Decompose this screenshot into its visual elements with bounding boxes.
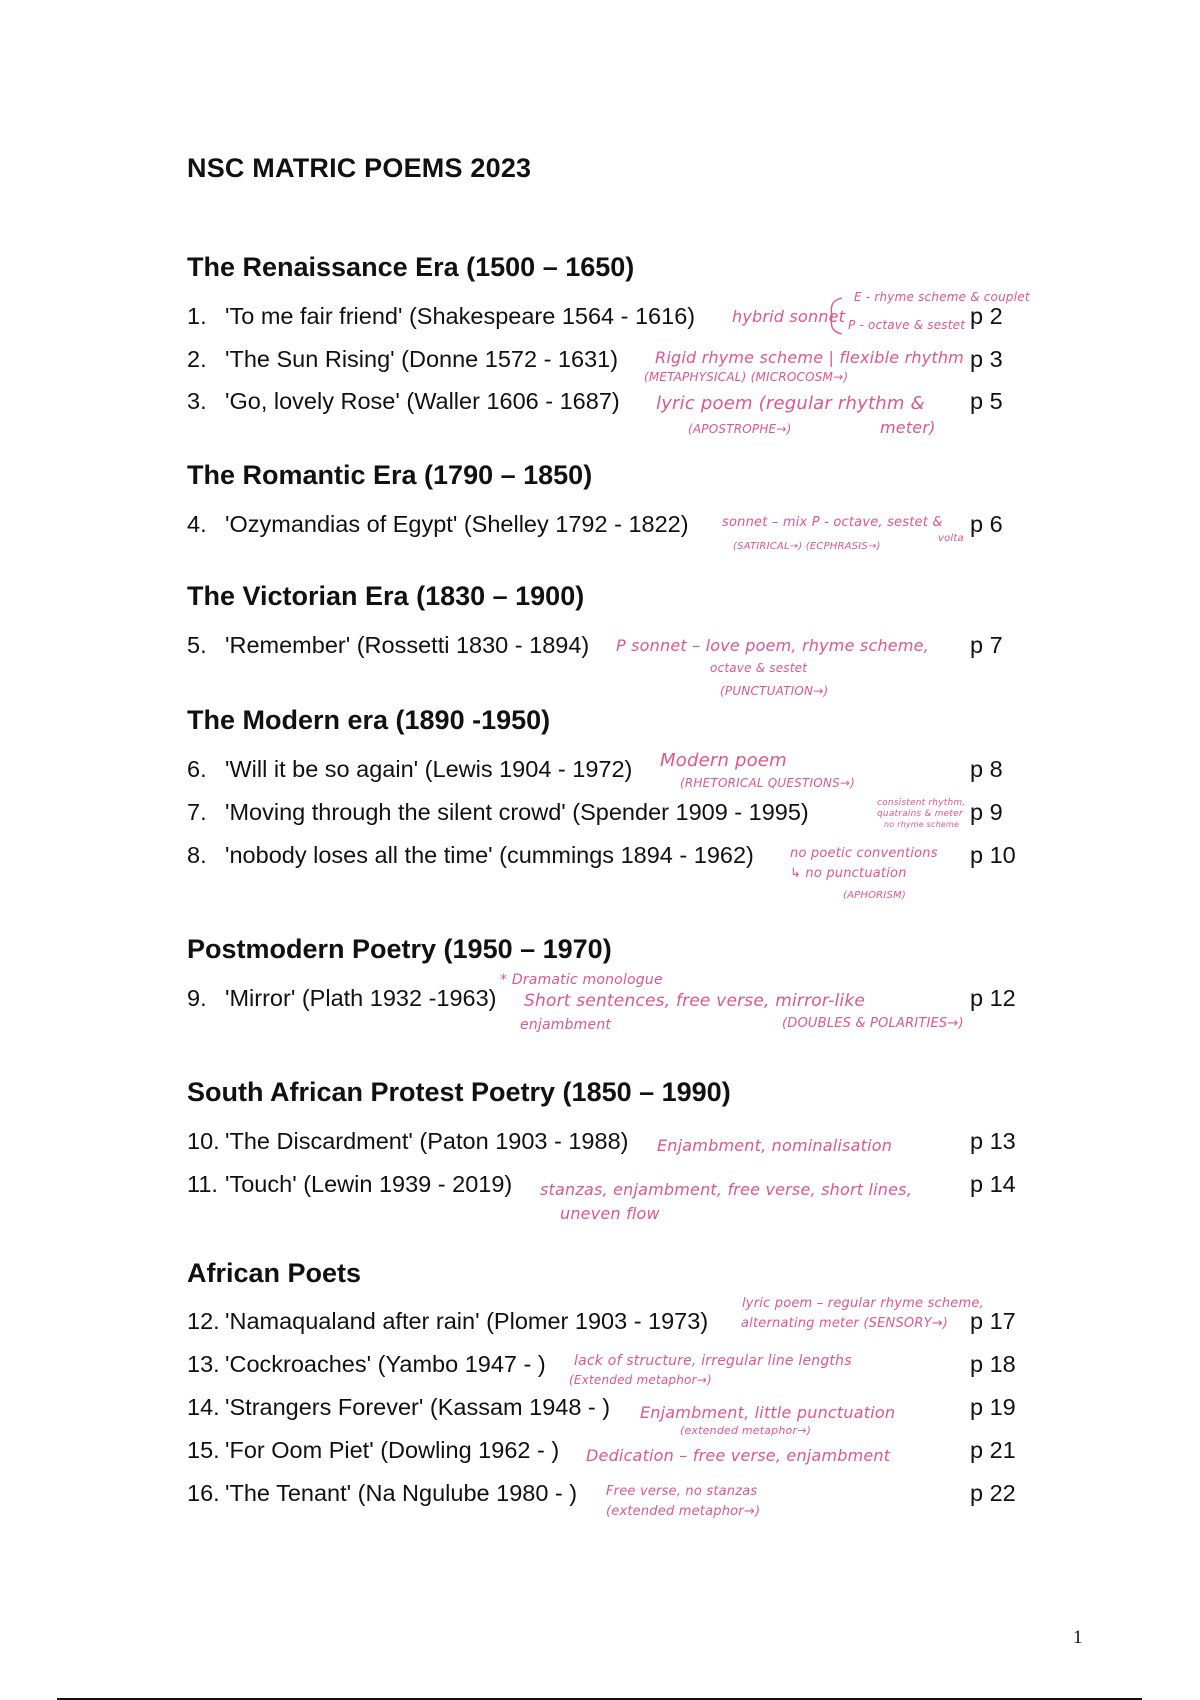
poem-page-ref: p 6 — [970, 511, 1003, 537]
poem-title: 'Go, lovely Rose' (Waller 1606 - 1687) — [225, 388, 620, 414]
annotation: (PUNCTUATION→) — [720, 684, 829, 698]
annotation: (extended metaphor→) — [680, 1424, 812, 1437]
poem-title: 'Namaqualand after rain' (Plomer 1903 - 1973) — [225, 1308, 709, 1334]
annotation: Short sentences, free verse, mirror-like — [524, 991, 866, 1011]
poem-number: 16. — [187, 1480, 220, 1506]
annotation: alternating meter (SENSORY→) — [741, 1316, 949, 1331]
annotation: ↳ no punctuation — [790, 866, 907, 881]
era-heading-romantic: The Romantic Era (1790 – 1850) — [187, 460, 593, 490]
poem-entry — [187, 842, 754, 869]
annotation: octave & sestet — [710, 661, 808, 675]
annotation: P sonnet – love poem, rhyme scheme, — [616, 636, 929, 655]
annotation: (RHETORICAL QUESTIONS→) — [680, 776, 856, 790]
annotation: quatrains & meter — [877, 809, 963, 819]
annotation: no rhyme scheme — [884, 820, 960, 829]
poem-number: 9. — [187, 985, 207, 1011]
poem-entry — [187, 388, 620, 415]
document-title: NSC MATRIC POEMS 2023 — [187, 153, 532, 183]
poem-title: 'Strangers Forever' (Kassam 1948 - ) — [225, 1394, 611, 1420]
annotation: Free verse, no stanzas — [606, 1484, 758, 1499]
annotation: (DOUBLES & POLARITIES→) — [782, 1016, 964, 1031]
poem-entry — [187, 511, 689, 538]
poem-page-ref: p 18 — [970, 1351, 1016, 1377]
poem-entry — [187, 1128, 628, 1155]
poem-page-ref: p 12 — [970, 985, 1016, 1011]
poem-number: 10. — [187, 1128, 220, 1154]
poem-title: 'Will it be so again' (Lewis 1904 - 1972) — [225, 756, 633, 782]
annotation: * Dramatic monologue — [500, 972, 663, 988]
annotation: lack of structure, irregular line lengths — [574, 1353, 852, 1369]
annotation: consistent rhythm, — [877, 798, 966, 808]
poem-page-ref: p 22 — [970, 1480, 1016, 1506]
poem-number: 1. — [187, 303, 207, 329]
poem-page-ref: p 8 — [970, 756, 1003, 782]
poem-number: 13. — [187, 1351, 220, 1377]
annotation: Rigid rhyme scheme | flexible rhythm — [655, 348, 964, 367]
poem-entry — [187, 1394, 610, 1421]
era-heading-african-poets: African Poets — [187, 1258, 362, 1288]
poem-page-ref: p 21 — [970, 1437, 1016, 1463]
annotation: (APOSTROPHE→) — [688, 422, 792, 436]
poem-entry — [187, 346, 618, 373]
annotation: no poetic conventions — [790, 846, 938, 861]
poem-number: 7. — [187, 799, 207, 825]
poem-number: 11. — [187, 1171, 218, 1197]
poem-entry — [187, 632, 589, 659]
annotation: (SATIRICAL→) (ECPHRASIS→) — [733, 541, 881, 552]
annotation: (extended metaphor→) — [606, 1504, 761, 1519]
annotation: enjambment — [520, 1017, 612, 1033]
poem-title: 'The Discardment' (Paton 1903 - 1988) — [225, 1128, 629, 1154]
poem-title: 'For Oom Piet' (Dowling 1962 - ) — [225, 1437, 560, 1463]
poem-entry — [187, 799, 809, 826]
poem-entry — [187, 1308, 708, 1335]
annotation: E - rhyme scheme & couplet — [854, 290, 1030, 304]
era-heading-sa-protest: South African Protest Poetry (1850 – 1990) — [187, 1077, 731, 1107]
poem-number: 2. — [187, 346, 207, 372]
poem-title: 'The Tenant' (Na Ngulube 1980 - ) — [225, 1480, 578, 1506]
annotation: Enjambment, little punctuation — [640, 1403, 896, 1422]
poem-entry — [187, 985, 497, 1012]
poem-page-ref: p 9 — [970, 799, 1003, 825]
poem-title: 'Ozymandias of Egypt' (Shelley 1792 - 1822) — [225, 511, 689, 537]
poem-page-ref: p 10 — [970, 842, 1016, 868]
page-number: 1 — [1073, 1627, 1083, 1648]
poem-entry — [187, 1480, 577, 1507]
handwritten-brace — [828, 296, 844, 336]
poem-page-ref: p 17 — [970, 1308, 1016, 1334]
poem-title: 'Mirror' (Plath 1932 -1963) — [225, 985, 497, 1011]
poem-number: 4. — [187, 511, 207, 537]
poem-number: 5. — [187, 632, 207, 658]
annotation: hybrid sonnet — [732, 307, 846, 326]
poem-title: 'Touch' (Lewin 1939 - 2019) — [225, 1171, 513, 1197]
era-heading-modern: The Modern era (1890 -1950) — [187, 705, 551, 735]
annotation: P - octave & sestet — [848, 318, 966, 332]
poem-page-ref: p 14 — [970, 1171, 1016, 1197]
poem-number: 12. — [187, 1308, 220, 1334]
poem-page-ref: p 13 — [970, 1128, 1016, 1154]
poem-page-ref: p 2 — [970, 303, 1003, 329]
poem-page-ref: p 5 — [970, 388, 1003, 414]
poem-entry — [187, 1351, 546, 1378]
era-heading-victorian: The Victorian Era (1830 – 1900) — [187, 581, 585, 611]
annotation: lyric poem – regular rhyme scheme, — [742, 1296, 984, 1311]
poem-number: 15. — [187, 1437, 220, 1463]
annotation: stanzas, enjambment, free verse, short lines, — [540, 1180, 912, 1199]
poem-title: 'The Sun Rising' (Donne 1572 - 1631) — [225, 346, 619, 372]
annotation: Enjambment, nominalisation — [657, 1136, 893, 1155]
poem-entry — [187, 303, 695, 330]
annotation: lyric poem (regular rhythm & — [656, 393, 925, 414]
poem-entry — [187, 1437, 559, 1464]
poem-page-ref: p 19 — [970, 1394, 1016, 1420]
annotation: meter) — [880, 418, 936, 437]
poem-title: 'Remember' (Rossetti 1830 - 1894) — [225, 632, 590, 658]
poem-page-ref: p 3 — [970, 346, 1003, 372]
annotation: Dedication – free verse, enjambment — [586, 1446, 891, 1465]
annotation: Modern poem — [660, 750, 787, 771]
poem-entry — [187, 756, 632, 783]
era-heading-renaissance: The Renaissance Era (1500 – 1650) — [187, 252, 635, 282]
poem-number: 8. — [187, 842, 207, 868]
annotation: sonnet – mix P - octave, sestet & — [722, 515, 943, 530]
annotation: (METAPHYSICAL) (MICROCOSM→) — [644, 370, 849, 384]
poem-page-ref: p 7 — [970, 632, 1003, 658]
poem-number: 6. — [187, 756, 207, 782]
annotation: (Extended metaphor→) — [569, 1373, 712, 1387]
poem-number: 14. — [187, 1394, 220, 1420]
annotation: uneven flow — [560, 1204, 660, 1223]
poem-title: 'To me fair friend' (Shakespeare 1564 - 1616) — [225, 303, 696, 329]
era-heading-postmodern: Postmodern Poetry (1950 – 1970) — [187, 934, 612, 964]
annotation: (APHORISM) — [843, 890, 906, 901]
poem-number: 3. — [187, 388, 207, 414]
poem-title: 'Moving through the silent crowd' (Spender 1909 - 1995) — [225, 799, 809, 825]
poem-title: 'nobody loses all the time' (cummings 1894 - 1962) — [225, 842, 754, 868]
annotation: volta — [938, 533, 964, 544]
poem-title: 'Cockroaches' (Yambo 1947 - ) — [225, 1351, 546, 1377]
poem-entry — [187, 1171, 512, 1198]
